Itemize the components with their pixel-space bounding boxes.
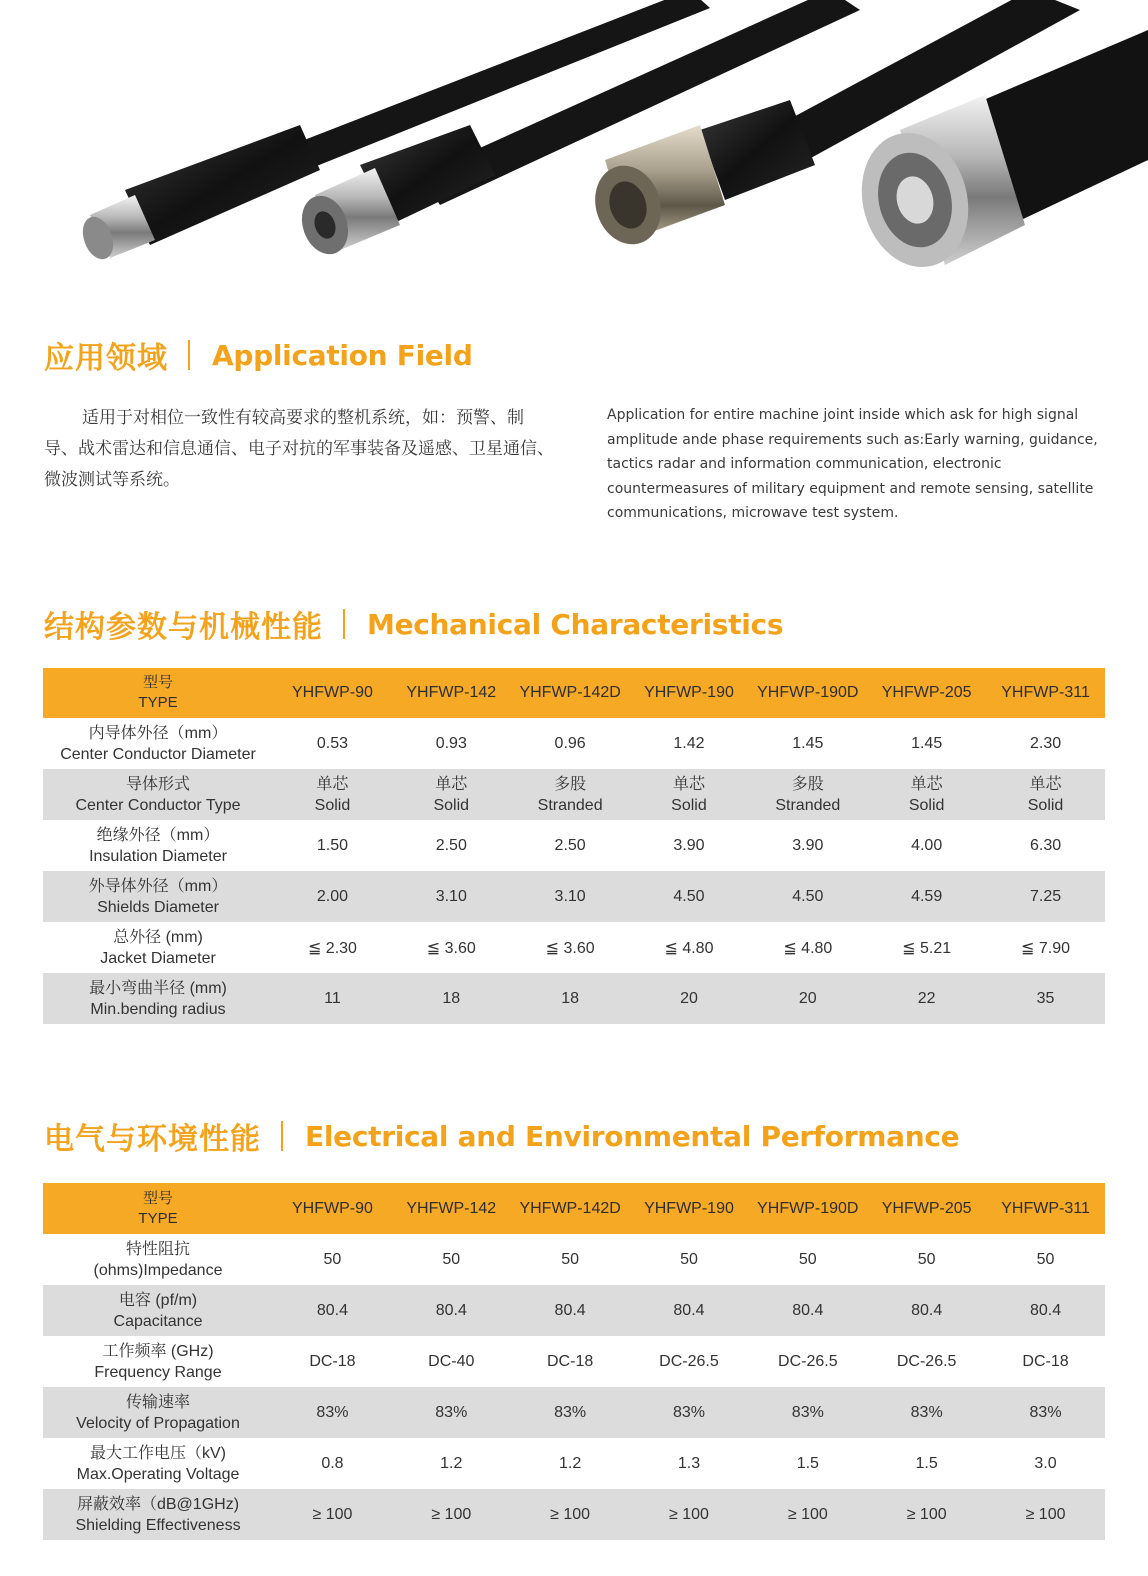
mechanical-table (43, 668, 1105, 1024)
row-label-cn: 总外径 (mm) (113, 928, 203, 946)
cell-en: Solid (314, 796, 351, 814)
model-header: YHFWP-190 (630, 1183, 749, 1234)
table-cell: 2.00 (273, 871, 392, 922)
row-label-en: Velocity of Propagation (76, 1414, 240, 1432)
electrical-table (43, 1183, 1105, 1540)
model-header: YHFWP-190 (630, 668, 749, 718)
table-row (43, 820, 1105, 871)
cell-en: Stranded (775, 796, 841, 814)
table-cell: 2.30 (986, 718, 1105, 769)
row-label-cn: 外导体外径（mm） (88, 877, 228, 895)
table-row (43, 1438, 1105, 1489)
table-cell: ≥ 100 (867, 1489, 986, 1540)
application-text-en: Application for entire machine joint inside which ask for high signal amplitude ande phase requirements such as:Early warning, guidance, tactics radar and information communication, electronic countermeasures of military equipment and remote sensing, satellite communications, microwave test system. (607, 407, 1098, 521)
model-header: YHFWP-205 (867, 668, 986, 718)
row-label-cn: 最小弯曲半径 (mm) (89, 979, 227, 997)
table-cell: ≦ 3.60 (392, 922, 511, 973)
table-cell: 11 (273, 973, 392, 1024)
cell-en: Solid (1027, 796, 1064, 814)
table-row (43, 922, 1105, 973)
row-label-en: Frequency Range (94, 1363, 222, 1381)
row-label (43, 1336, 273, 1387)
electrical-title-en: Electrical and Environmental Performance (305, 1119, 960, 1153)
table-cell: 0.53 (273, 718, 392, 769)
cell-cn: 多股 (791, 775, 824, 793)
table-cell: 2.50 (392, 820, 511, 871)
table-cell: 18 (511, 973, 630, 1024)
table-cell: 80.4 (392, 1285, 511, 1336)
table-cell: 0.8 (273, 1438, 392, 1489)
mechanical-heading (44, 602, 783, 646)
table-cell: 22 (867, 973, 986, 1024)
table-cell: 1.5 (748, 1438, 867, 1489)
model-header: YHFWP-90 (273, 668, 392, 718)
table-row (43, 1336, 1105, 1387)
hero-photo (0, 0, 1148, 300)
table-cell: DC-18 (273, 1336, 392, 1387)
table-cell: 1.3 (630, 1438, 749, 1489)
row-label (43, 1489, 273, 1540)
table-cell (867, 769, 986, 820)
table-cell: 50 (273, 1234, 392, 1285)
model-header: YHFWP-190D (748, 668, 867, 718)
cell-en: Solid (671, 796, 707, 814)
row-label-cn: 绝缘外径（mm） (96, 826, 220, 844)
table-cell: 50 (867, 1234, 986, 1285)
table-cell: 1.2 (392, 1438, 511, 1489)
table-cell: ≦ 4.80 (630, 922, 749, 973)
cable-assemblies-illustration (0, 0, 1148, 300)
row-label-cn: 传输速率 (126, 1393, 191, 1411)
table-cell: ≥ 100 (511, 1489, 630, 1540)
table-cell: 1.42 (630, 718, 749, 769)
row-label-en: Center Conductor Type (75, 796, 241, 814)
table-cell: DC-18 (511, 1336, 630, 1387)
application-title-cn: 应用领域 (44, 341, 168, 376)
type-header (43, 668, 273, 718)
row-label-cn: 内导体外径（mm） (88, 724, 228, 742)
table-cell: ≥ 100 (986, 1489, 1105, 1540)
table-cell: ≦ 3.60 (511, 922, 630, 973)
model-header: YHFWP-142 (392, 668, 511, 718)
model-header: YHFWP-142D (511, 1183, 630, 1234)
table-cell: 4.50 (748, 871, 867, 922)
table-cell: 3.90 (748, 820, 867, 871)
row-label-en: Jacket Diameter (100, 949, 216, 967)
mechanical-title-en: Mechanical Characteristics (367, 607, 784, 641)
table-cell: 80.4 (273, 1285, 392, 1336)
table-cell (511, 769, 630, 820)
row-label-en: Shields Diameter (97, 898, 219, 916)
heading-divider (343, 609, 345, 639)
table-cell: 2.50 (511, 820, 630, 871)
table-cell: ≦ 2.30 (273, 922, 392, 973)
row-label-en: Insulation Diameter (89, 847, 227, 865)
table-cell: 3.0 (986, 1438, 1105, 1489)
table-cell: 1.2 (511, 1438, 630, 1489)
table-cell: 3.10 (392, 871, 511, 922)
table-cell: DC-26.5 (867, 1336, 986, 1387)
row-label (43, 718, 273, 769)
table-cell: 3.90 (630, 820, 749, 871)
table-cell (986, 769, 1105, 820)
model-header: YHFWP-142 (392, 1183, 511, 1234)
table-cell: 83% (392, 1387, 511, 1438)
table-row (43, 1234, 1105, 1285)
type-header-cn: 型号 (143, 1189, 174, 1207)
table-cell: 4.59 (867, 871, 986, 922)
row-label-en: (ohms)Impedance (93, 1261, 223, 1279)
table-row (43, 1387, 1105, 1438)
table-cell: 18 (392, 973, 511, 1024)
table-cell: 83% (986, 1387, 1105, 1438)
table-cell: 3.10 (511, 871, 630, 922)
table-cell: ≦ 5.21 (867, 922, 986, 973)
table-cell (748, 769, 867, 820)
table-cell: ≥ 100 (273, 1489, 392, 1540)
row-label-cn: 导体形式 (126, 775, 191, 793)
row-label-en: Center Conductor Diameter (60, 745, 256, 763)
table-cell: 50 (392, 1234, 511, 1285)
row-label-en: Min.bending radius (90, 1000, 226, 1018)
table-cell: 80.4 (986, 1285, 1105, 1336)
table-cell: 83% (867, 1387, 986, 1438)
table-cell: DC-26.5 (630, 1336, 749, 1387)
table-cell: ≥ 100 (630, 1489, 749, 1540)
row-label (43, 1438, 273, 1489)
table-cell: 83% (273, 1387, 392, 1438)
row-label (43, 1285, 273, 1336)
model-header: YHFWP-90 (273, 1183, 392, 1234)
heading-divider (281, 1121, 283, 1151)
table-cell: DC-26.5 (748, 1336, 867, 1387)
table-cell: 83% (630, 1387, 749, 1438)
table-cell: 50 (511, 1234, 630, 1285)
table-cell: 1.5 (867, 1438, 986, 1489)
table-cell (273, 769, 392, 820)
row-label-en: Max.Operating Voltage (76, 1465, 240, 1483)
row-label-en: Shielding Effectiveness (75, 1516, 241, 1534)
table-cell: ≥ 100 (748, 1489, 867, 1540)
row-label (43, 1387, 273, 1438)
model-header: YHFWP-205 (867, 1183, 986, 1234)
table-cell: 4.50 (630, 871, 749, 922)
table-cell: ≦ 4.80 (748, 922, 867, 973)
application-heading (44, 333, 473, 377)
table-cell: 80.4 (748, 1285, 867, 1336)
table-cell: 6.30 (986, 820, 1105, 871)
row-label (43, 820, 273, 871)
table-row (43, 1285, 1105, 1336)
table-cell: DC-40 (392, 1336, 511, 1387)
heading-divider (188, 340, 190, 370)
table-cell: 80.4 (630, 1285, 749, 1336)
cell-cn: 单芯 (672, 775, 705, 793)
table-cell: 1.45 (867, 718, 986, 769)
application-title-en: Application Field (212, 338, 473, 372)
row-label (43, 769, 273, 820)
table-cell: 1.50 (273, 820, 392, 871)
table-cell: 80.4 (511, 1285, 630, 1336)
table-cell: DC-18 (986, 1336, 1105, 1387)
table-cell: 80.4 (867, 1285, 986, 1336)
table-cell: 50 (630, 1234, 749, 1285)
cell-cn: 单芯 (910, 775, 943, 793)
cell-en: Solid (433, 796, 470, 814)
row-label (43, 871, 273, 922)
cell-cn: 多股 (554, 775, 587, 793)
table-row (43, 769, 1105, 820)
row-label (43, 922, 273, 973)
table-cell: 20 (630, 973, 749, 1024)
table-cell (630, 769, 749, 820)
row-label-cn: 工作频率 (GHz) (102, 1342, 214, 1360)
table-cell: 50 (986, 1234, 1105, 1285)
model-header: YHFWP-311 (986, 1183, 1105, 1234)
table-cell: 0.96 (511, 718, 630, 769)
electrical-title-cn: 电气与环境性能 (44, 1122, 261, 1157)
table-cell: ≥ 100 (392, 1489, 511, 1540)
model-header: YHFWP-190D (748, 1183, 867, 1234)
type-header-en: TYPE (138, 1209, 178, 1227)
cell-en: Stranded (537, 796, 603, 814)
row-label-cn: 特性阻抗 (126, 1240, 191, 1258)
table-cell: ≦ 7.90 (986, 922, 1105, 973)
table-cell: 83% (748, 1387, 867, 1438)
electrical-heading (44, 1114, 959, 1158)
table-row (43, 973, 1105, 1024)
table-header-row (43, 668, 1105, 718)
application-text-cn: 适用于对相位一致性有较高要求的整机系统，如：预警、制导、战术雷达和信息通信、电子对抗的军事装备及遥感、卫星通信、微波测试等系统。 (44, 408, 554, 490)
cell-cn: 单芯 (316, 775, 349, 793)
table-cell: 83% (511, 1387, 630, 1438)
table-cell: 50 (748, 1234, 867, 1285)
table-cell: 20 (748, 973, 867, 1024)
table-cell (392, 769, 511, 820)
row-label-cn: 电容 (pf/m) (118, 1291, 198, 1309)
table-header-row (43, 1183, 1105, 1234)
table-row (43, 718, 1105, 769)
table-cell: 7.25 (986, 871, 1105, 922)
cell-cn: 单芯 (1029, 775, 1062, 793)
table-row (43, 1489, 1105, 1540)
type-header-en: TYPE (138, 694, 178, 711)
table-cell: 0.93 (392, 718, 511, 769)
row-label-cn: 最大工作电压（kV) (90, 1444, 227, 1462)
type-header-cn: 型号 (143, 674, 174, 691)
type-header (43, 1183, 273, 1234)
row-label-cn: 屏蔽效率（dB@1GHz) (76, 1495, 240, 1513)
table-row (43, 871, 1105, 922)
model-header: YHFWP-142D (511, 668, 630, 718)
model-header: YHFWP-311 (986, 668, 1105, 718)
row-label-en: Capacitance (113, 1312, 203, 1330)
table-cell: 1.45 (748, 718, 867, 769)
row-label (43, 973, 273, 1024)
table-cell: 35 (986, 973, 1105, 1024)
mechanical-title-cn: 结构参数与机械性能 (44, 610, 323, 645)
row-label (43, 1234, 273, 1285)
table-cell: 4.00 (867, 820, 986, 871)
cell-cn: 单芯 (435, 775, 468, 793)
cell-en: Solid (908, 796, 945, 814)
